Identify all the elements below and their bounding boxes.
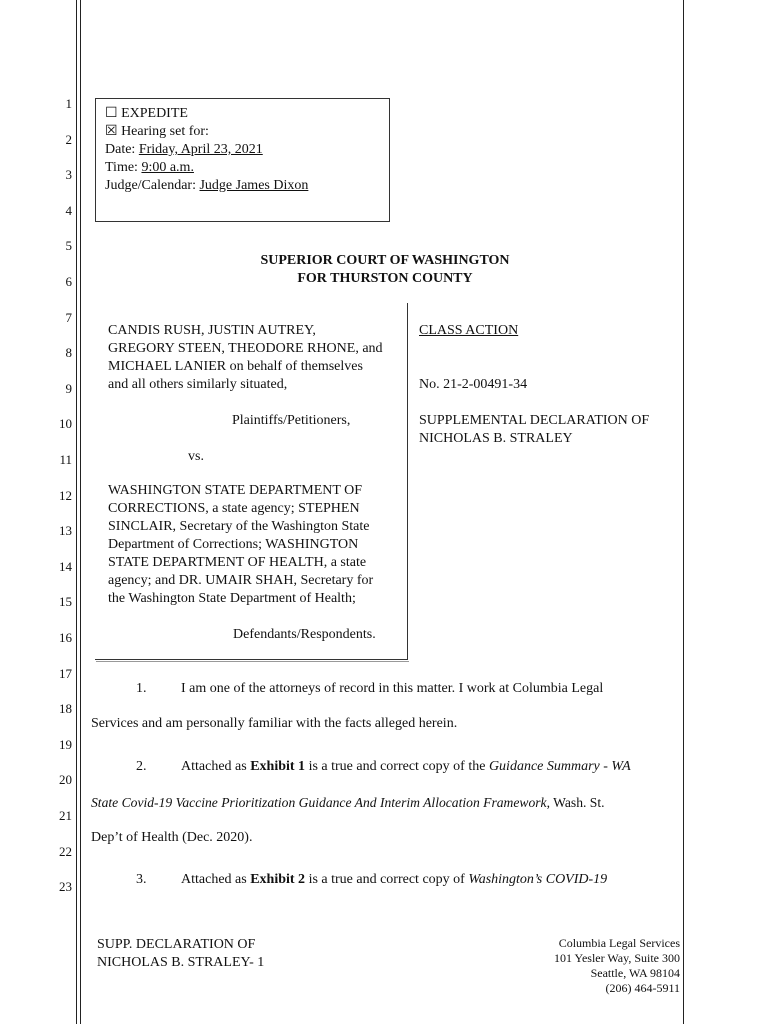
p2-mid: is a true and correct copy of the xyxy=(305,759,489,774)
paragraph-1-line1: I am one of the attorneys of record in this matter. I work at Columbia Legal xyxy=(181,681,604,696)
document-title-line2: NICHOLAS B. STRALEY xyxy=(419,431,573,446)
expedite-label: EXPEDITE xyxy=(121,106,188,121)
judge-value: Judge James Dixon xyxy=(199,178,309,193)
p3-title: Washington’s COVID-19 xyxy=(468,872,608,887)
line-number: 1 xyxy=(65,96,72,111)
exhibit-2-ref: Exhibit 2 xyxy=(250,872,306,887)
p2-pre: Attached as xyxy=(181,759,251,774)
plaintiffs-line: MICHAEL LANIER on behalf of themselves xyxy=(108,359,363,374)
line-number: 20 xyxy=(59,772,72,787)
footer-title-line1: SUPP. DECLARATION OF xyxy=(97,937,256,952)
caption-divider-horizontal xyxy=(95,659,408,660)
court-name: SUPERIOR COURT OF WASHINGTON xyxy=(260,253,510,268)
paragraph-2-line2 xyxy=(91,795,605,811)
line-number: 19 xyxy=(59,737,72,752)
footer-title-line2: NICHOLAS B. STRALEY- 1 xyxy=(97,955,265,970)
line-number: 23 xyxy=(59,879,72,894)
defendants-line: agency; and DR. UMAIR SHAH, Secretary for xyxy=(108,573,374,588)
expedite-line xyxy=(105,105,188,123)
footer-firm: Columbia Legal Services xyxy=(558,936,680,950)
line-number: 15 xyxy=(59,594,72,609)
time-value: 9:00 a.m. xyxy=(141,160,194,175)
defendants-line: SINCLAIR, Secretary of the Washington State xyxy=(108,519,370,534)
line-number: 21 xyxy=(59,808,72,823)
class-action-label: CLASS ACTION xyxy=(419,323,519,338)
p2-title-part2: State Covid-19 Vaccine Prioritization Guidance And Interim Allocation Framework xyxy=(91,795,547,810)
line-number: 6 xyxy=(65,274,72,289)
hearing-time-line xyxy=(105,159,194,177)
hearing-label: Hearing set for: xyxy=(121,124,209,139)
p3-pre: Attached as xyxy=(181,872,251,887)
hearing-date-line xyxy=(105,141,263,159)
line-number: 2 xyxy=(65,132,72,147)
footer-phone: (206) 464-5911 xyxy=(605,981,680,995)
line-number: 13 xyxy=(59,523,72,538)
footer-address1: 101 Yesler Way, Suite 300 xyxy=(553,951,680,965)
paragraph-1-number: 1. xyxy=(136,681,147,696)
caption-divider-shadow xyxy=(96,661,409,662)
line-number: 9 xyxy=(65,381,72,396)
paragraph-3-line1 xyxy=(181,872,607,888)
defendants-line: the Washington State Department of Health; xyxy=(108,591,356,606)
caption-divider-vertical xyxy=(407,303,408,660)
defendants-line: CORRECTIONS, a state agency; STEPHEN xyxy=(108,501,360,516)
hearing-checkbox[interactable]: ☒ xyxy=(105,124,118,139)
p3-mid: is a true and correct copy of xyxy=(305,872,469,887)
defendants-line: STATE DEPARTMENT OF HEALTH, a state xyxy=(108,555,367,570)
left-margin-rule-1 xyxy=(76,0,77,1024)
line-number: 12 xyxy=(59,488,72,503)
defendants-role: Defendants/Respondents. xyxy=(233,627,376,642)
plaintiffs-line: GREGORY STEEN, THEODORE RHONE, and xyxy=(108,341,383,356)
plaintiffs-line: and all others similarly situated, xyxy=(108,377,288,392)
judge-label: Judge/Calendar: xyxy=(105,178,200,193)
line-number: 7 xyxy=(65,310,72,325)
expedite-checkbox[interactable]: ☐ xyxy=(105,106,118,121)
right-margin-rule xyxy=(683,0,684,1024)
exhibit-1-ref: Exhibit 1 xyxy=(250,759,306,774)
date-value: Friday, April 23, 2021 xyxy=(138,142,263,157)
p2-title-part1: Guidance Summary - WA xyxy=(488,759,631,774)
hearing-set-line xyxy=(105,123,209,141)
hearing-judge-line xyxy=(105,177,308,195)
paragraph-2-number: 2. xyxy=(136,759,147,774)
line-number: 3 xyxy=(65,167,72,182)
line-number: 14 xyxy=(59,559,72,574)
line-number: 4 xyxy=(65,203,72,218)
plaintiffs-role: Plaintiffs/Petitioners, xyxy=(232,413,351,428)
line-number: 18 xyxy=(59,701,72,716)
line-number: 8 xyxy=(65,345,72,360)
defendants-line: WASHINGTON STATE DEPARTMENT OF xyxy=(108,483,363,498)
date-label: Date: xyxy=(105,142,139,157)
line-number: 11 xyxy=(59,452,72,467)
plaintiffs-line: CANDIS RUSH, JUSTIN AUTREY, xyxy=(108,323,316,338)
case-number: No. 21-2-00491-34 xyxy=(419,377,528,392)
time-label: Time: xyxy=(105,160,142,175)
paragraph-2-line3: Dep’t of Health (Dec. 2020). xyxy=(91,830,253,845)
line-number: 10 xyxy=(59,416,72,431)
left-margin-rule-2 xyxy=(80,0,81,1024)
line-number: 5 xyxy=(65,238,72,253)
paragraph-1-line2: Services and am personally familiar with the facts alleged herein. xyxy=(91,716,458,731)
paragraph-2-line1 xyxy=(181,759,631,775)
defendants-line: Department of Corrections; WASHINGTON xyxy=(108,537,359,552)
versus: vs. xyxy=(188,449,204,464)
p2-rest: , Wash. St. xyxy=(546,795,605,810)
footer-address2: Seattle, WA 98104 xyxy=(590,966,680,980)
line-number: 22 xyxy=(59,844,72,859)
court-county: FOR THURSTON COUNTY xyxy=(297,271,473,286)
line-number: 17 xyxy=(59,666,72,681)
paragraph-3-number: 3. xyxy=(136,872,147,887)
line-number: 16 xyxy=(59,630,72,645)
document-title-line1: SUPPLEMENTAL DECLARATION OF xyxy=(419,413,650,428)
